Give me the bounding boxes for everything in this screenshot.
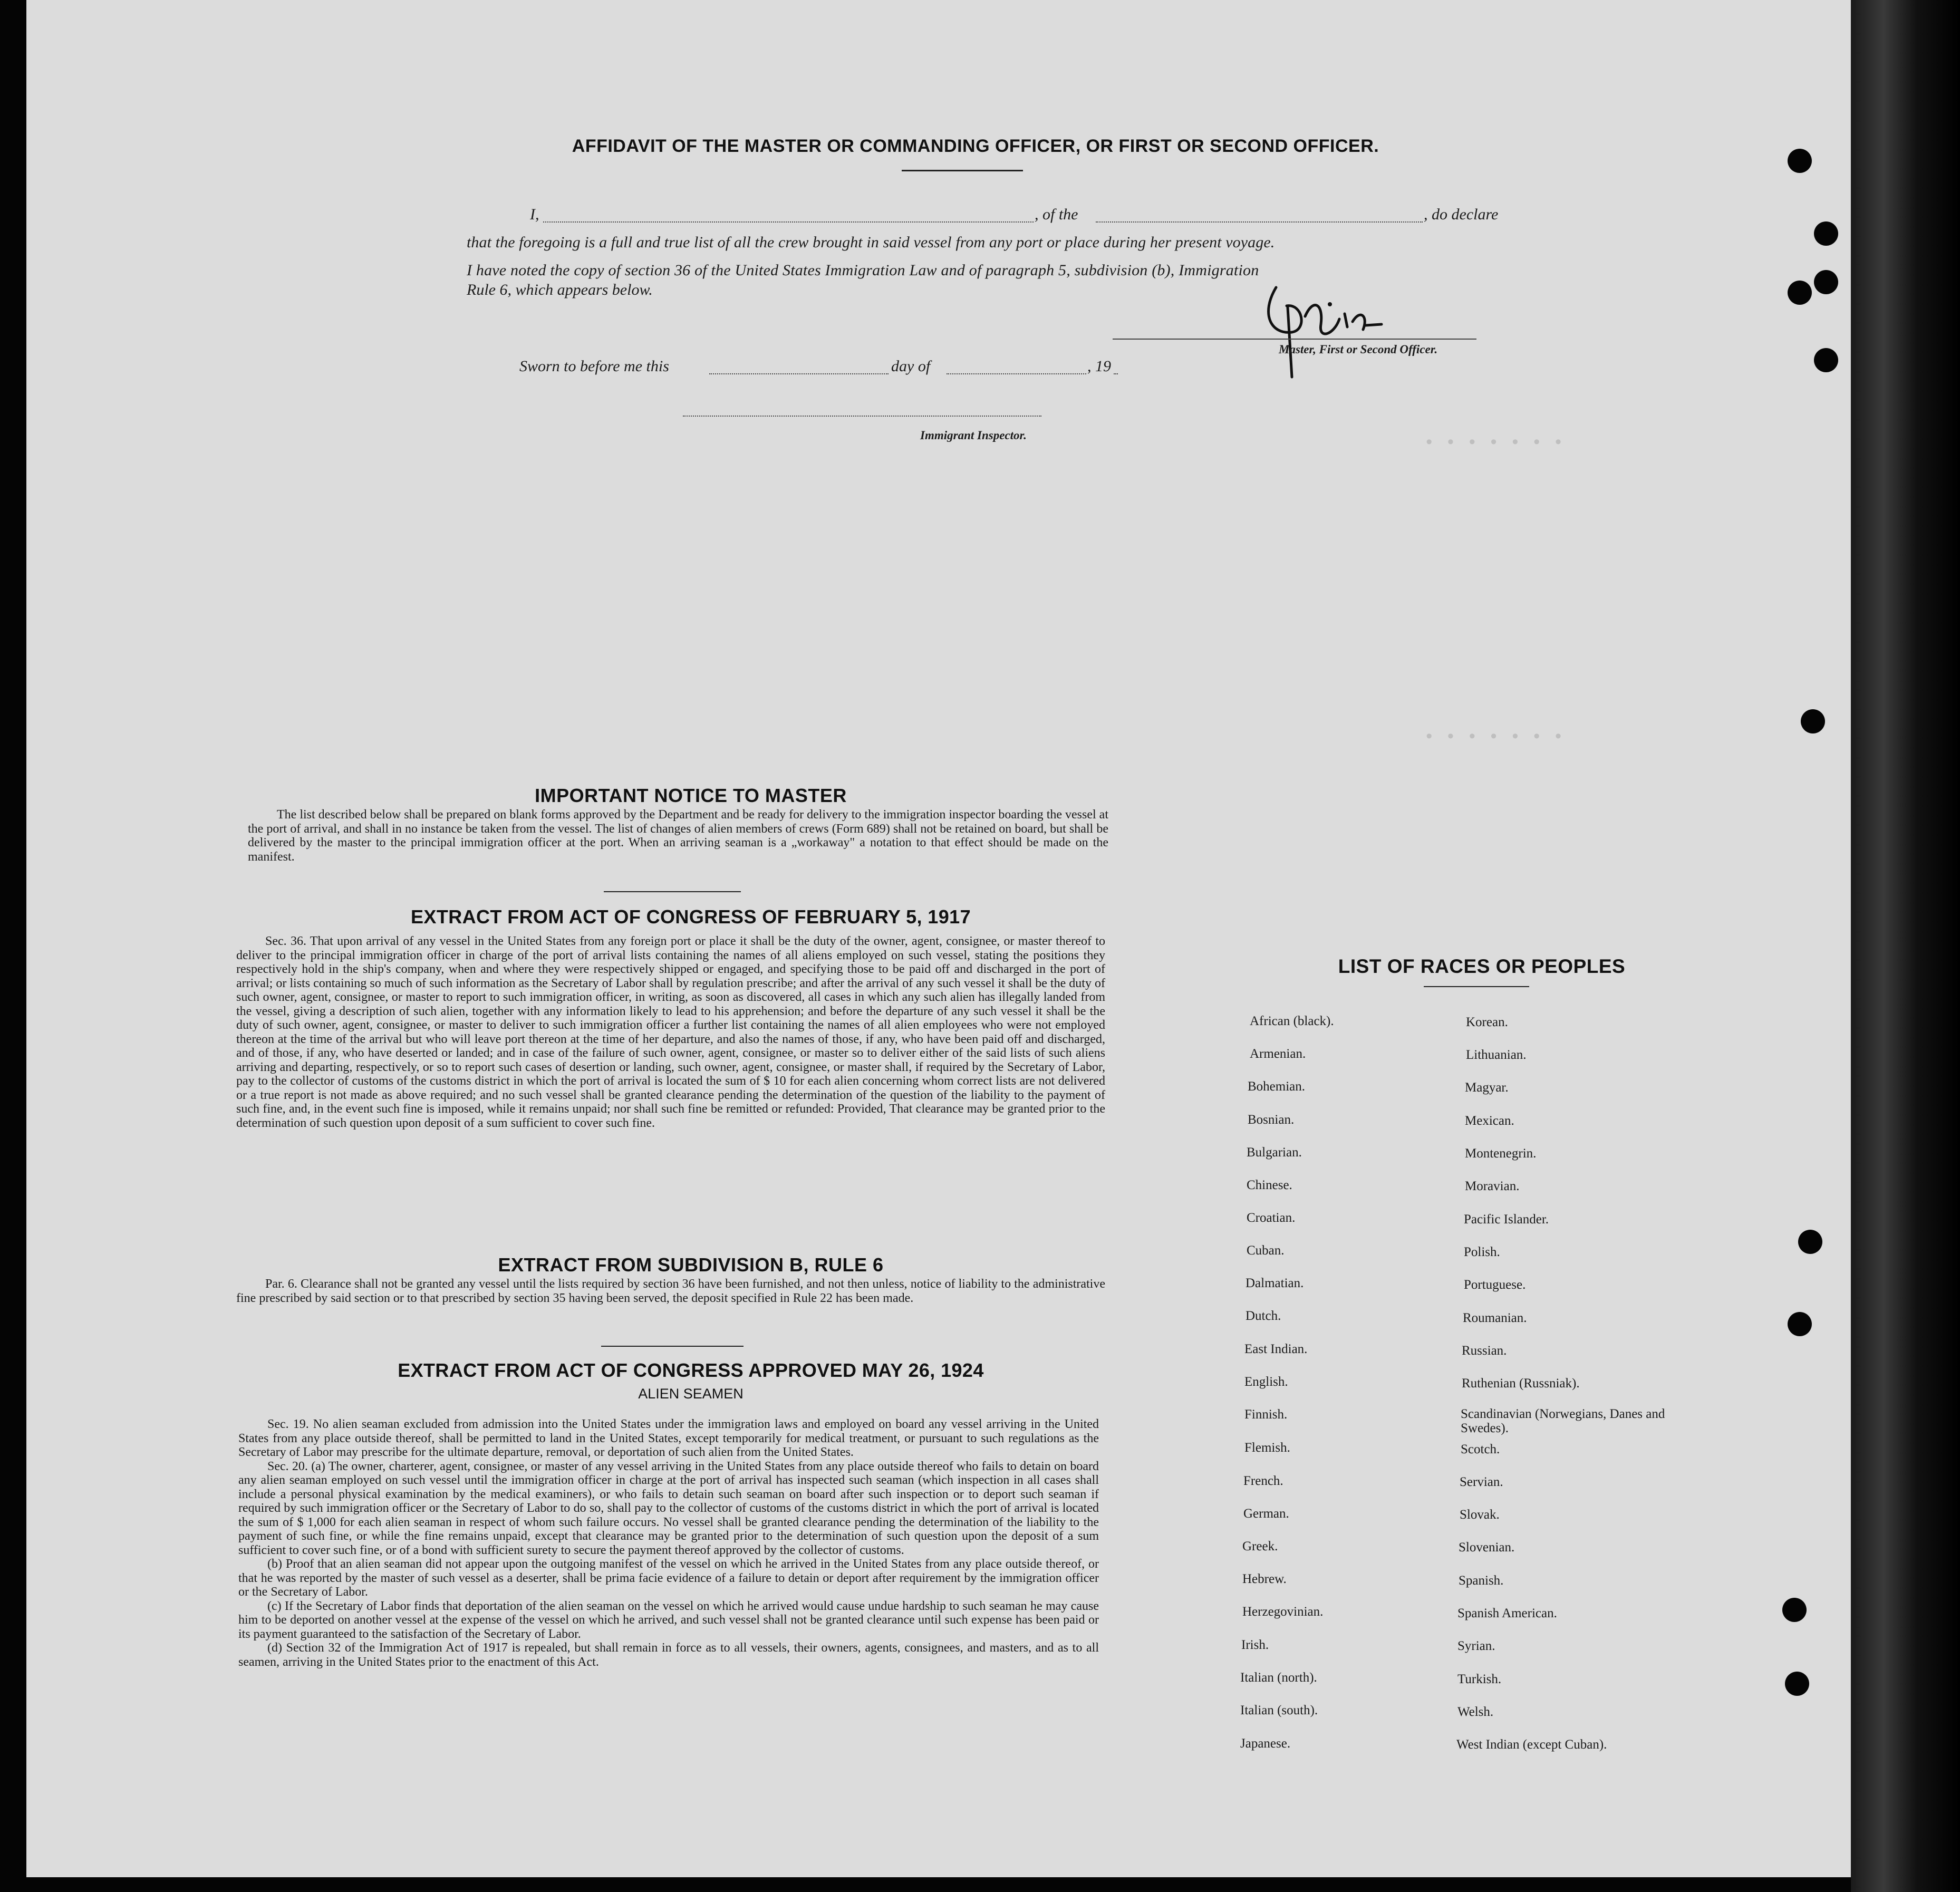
rule6-title: EXTRACT FROM SUBDIVISION B, RULE 6 (498, 1254, 884, 1276)
race-left-item: Greek. (1242, 1539, 1278, 1553)
inspector-signature-line[interactable] (683, 416, 1041, 417)
race-left-item: Chinese. (1247, 1178, 1292, 1192)
affidavit-title: AFFIDAVIT OF THE MASTER OR COMMANDING OFFICER, OR FIRST OR SECOND OFFICER. (572, 136, 1379, 156)
sworn-month-field[interactable] (947, 373, 1086, 374)
race-left-item: Bosnian. (1248, 1113, 1295, 1127)
race-right-item: Scandinavian (Norwegians, Danes and Swedes). (1461, 1407, 1665, 1435)
race-right-item: Spanish American. (1457, 1606, 1557, 1620)
race-right-item: Ruthenian (Russniak). (1462, 1376, 1580, 1391)
race-right-item: Welsh. (1457, 1705, 1494, 1719)
race-left-item: African (black). (1250, 1014, 1334, 1028)
inspector-caption: Immigrant Inspector. (920, 429, 1027, 442)
race-right-item: Roumanian. (1463, 1311, 1527, 1325)
rule6-par6: Par. 6. Clearance shall not be granted any vessel until the lists required by section 36 have been furnished, and not then unless, notice of liability to the administrative fine prescribed by said section or to that prescribed by section 35 having been served, the deposit specified in Rule 22 has been made. (236, 1277, 1105, 1305)
race-left-item: French. (1243, 1474, 1283, 1488)
punch-hole (1788, 1312, 1812, 1336)
punch-hole (1814, 221, 1838, 246)
act1917-sec36: Sec. 36. That upon arrival of any vessel in the United States from any foreign port or place it shall be the duty of the owner, agent, consignee, or master thereof to deliver to the principal immigration officer in charge of the port of arrival lists containing the names of all aliens employed on such vessel, stating the positions they respectively hold in the ship's company, when and where they were respectively shipped or engaged, and specifying those to be paid off and discharged in the port of arrival; or lists containing so much of such information as the Secretary of Labor shall by regulation prescribe; and after the arrival of any such vessel it shall be the duty of such owner, agent, consignee, or master to report to such immigration officer, in writing, as soon as discovered, all cases in which any such alien has illegally landed from the vessel, giving a description of such alien, together with any information likely to lead to his apprehension; and before the departure of any such vessel it shall be the duty of such owner, agent, consignee, or master to deliver to such immigration officer a further list containing the names of all alien employees who were not employed thereon at the time of the arrival but who will leave port thereon at the time of her departure, and also the names of those, if any, who have been paid off and discharged, and of those, if any, who have deserted or landed; and in case of the failure of such owner, agent, consignee, or master so to deliver either of the said lists of such aliens arriving and departing, respectively, or so to report such cases of desertion or landing, such owner, agent, consignee, or master shall, if required by the Secretary of Labor, pay to the collector of customs of the customs district in which the port of arrival is located the sum of $ 10 for each alien concerning whom correct lists are not delivered or a true report is not made as above required; and no such vessel shall be granted clearance pending the determination of the question of the liability to the payment of such fine, and, in the event such fine is imposed, while it remains unpaid; nor shall such fine be remitted or refunded: Provided, That clearance may be granted prior to the determination of such question upon deposit of a sum sufficient to cover such fine. (236, 934, 1105, 1130)
race-right-item: Korean. (1466, 1015, 1508, 1029)
officer-signature (1255, 266, 1392, 393)
act1924-text (238, 1417, 1099, 1669)
race-right-item: Pacific Islander. (1464, 1212, 1549, 1227)
notice-title: IMPORTANT NOTICE TO MASTER (535, 785, 847, 806)
race-right-item: Montenegrin. (1465, 1146, 1537, 1161)
race-left-item: Japanese. (1240, 1736, 1291, 1751)
race-right-item: Slovenian. (1459, 1540, 1515, 1555)
punch-hole (1788, 149, 1812, 173)
affidavit-pronoun: I, (530, 206, 539, 223)
notice-paragraph: The list described below shall be prepared on blank forms approved by the Department and be ready for delivery to the immigration inspector boarding the vessel at the port of arrival, and shall in no instance be taken from the vessel. The list of changes of alien members of crews (Form 689) shall not be retained on board, but shall be delivered by the master to the principal immigration officer at the port. When an arriving seaman is a „workaway" a notation to that effect should be made on the manifest. (248, 808, 1108, 864)
day-of-text: day of (891, 358, 931, 375)
scan-edge (1851, 0, 1960, 1892)
act1917-text (236, 934, 1105, 1130)
section-rule (601, 1346, 744, 1347)
sworn-year-field[interactable] (1114, 373, 1118, 374)
section-rule (604, 891, 741, 892)
act1917-title: EXTRACT FROM ACT OF CONGRESS OF FEBRUARY 5, 1917 (411, 906, 971, 928)
race-left-item: East Indian. (1244, 1342, 1308, 1356)
race-right-item: Syrian. (1457, 1639, 1495, 1653)
race-right-item: Polish. (1464, 1245, 1500, 1259)
race-right-item: Slovak. (1460, 1508, 1500, 1522)
rule6-text (236, 1277, 1105, 1305)
race-right-item: Magyar. (1465, 1080, 1509, 1095)
punch-hole (1798, 1230, 1822, 1254)
title-rule (902, 170, 1023, 171)
affidavit-of-the: , of the (1035, 206, 1078, 223)
race-right-item: Turkish. (1457, 1672, 1502, 1686)
race-left-item: Armenian. (1250, 1047, 1306, 1061)
race-left-item: Hebrew. (1242, 1572, 1287, 1586)
name-field[interactable] (543, 221, 1034, 223)
punch-hole (1814, 270, 1838, 294)
act1924-sec19: Sec. 19. No alien seaman excluded from admission into the United States under the immigration laws and employed on board any vessel arriving in the United States from any place outside thereof, shall be permitted to land in the United States, except temporarily for medical treatment, or pursuant to such regulations as the Secretary of Labor may prescribe for the ultimate departure, removal, or deportation of such alien from the United States. (238, 1417, 1099, 1459)
race-left-item: Flemish. (1244, 1441, 1290, 1455)
punch-hole (1801, 709, 1825, 733)
sworn-day-field[interactable] (709, 373, 889, 374)
race-left-item: Italian (north). (1240, 1671, 1317, 1685)
act1924-sec20d: (d) Section 32 of the Immigration Act of 1917 is repealed, but shall remain in force as to all vessels, their owners, agents, consignees, and masters, and as to all seamen, arriving in the United States prior to the enactment of this Act. (238, 1641, 1099, 1669)
officer-signature-line[interactable] (1113, 339, 1476, 340)
act1924-sec20a: Sec. 20. (a) The owner, charterer, agent, consignee, or master of any vessel arriving in the United States from any place outside thereof who fails to detain on board any alien seaman employed on such vessel until the immigration officer in charge at the port of arrival has inspected such seaman (which inspection in all cases shall include a personal physical examination by the medical examiners), or who fails to detain such seaman on board after such inspection or to deport such seaman if required by such immigration officer or the Secretary of Labor to do so, shall pay to the collector of customs of the customs district in which the port of arrival is located the sum of $ 1,000 for each alien seaman in respect of whom such failure occurs. No vessel shall be granted clearance pending the determination of the liability to the payment of such fine, or while the fine remains unpaid, except that clearance may be granted prior to the determination of such question upon the deposit of a sum sufficient to cover such fine, or of a bond with sufficient surety to secure the payment thereof approved by the collector of customs. (238, 1459, 1099, 1557)
race-left-item: Finnish. (1244, 1407, 1288, 1422)
punch-hole (1785, 1672, 1809, 1696)
notice-text (248, 808, 1108, 864)
affidavit-declaration-2: I have noted the copy of section 36 of the United States Immigration Law and of paragraph 5, subdivision (b), Immigration (467, 262, 1259, 279)
act1924-subtitle: ALIEN SEAMEN (638, 1386, 744, 1402)
affidavit-declaration-3: Rule 6, which appears below. (467, 281, 653, 298)
affidavit-declaration-1: that the foregoing is a full and true list of all the crew brought in said vessel from any port or place during her present voyage. (467, 234, 1275, 251)
race-left-item: Herzegovinian. (1242, 1605, 1324, 1619)
race-right-item: Servian. (1460, 1475, 1503, 1489)
race-left-item: Cuban. (1247, 1243, 1285, 1258)
race-right-item: Spanish. (1459, 1574, 1504, 1588)
act1924-sec20b: (b) Proof that an alien seaman did not appear upon the outgoing manifest of the vessel on which he arrived in the United States from any place outside thereof, or that he was reported by the master of such vessel as a deserter, shall be prima facie evidence of a failure to detain or deport after requirement by the immigration officer or the Secretary of Labor. (238, 1557, 1099, 1599)
race-left-item: Dalmatian. (1245, 1276, 1304, 1290)
race-right-item: Scotch. (1461, 1442, 1500, 1456)
year-text: , 19 (1087, 358, 1111, 375)
race-left-item: Dutch. (1245, 1309, 1281, 1323)
race-right-item: Russian. (1462, 1344, 1507, 1358)
race-left-item: Croatian. (1247, 1211, 1296, 1225)
race-right-item: Portuguese. (1464, 1278, 1526, 1292)
act1924-sec20c: (c) If the Secretary of Labor finds that deportation of the alien seaman on the vessel on which he arrived would cause undue hardship to such seaman he may cause him to be deported on another vessel at the expense of the vessel on which he arrived, and such vessel shall not be granted clearance until such expense has been paid or its payment guaranteed to the satisfaction of the Secretary of Labor. (238, 1599, 1099, 1641)
officer-caption: Master, First or Second Officer. (1279, 343, 1438, 356)
race-left-item: English. (1244, 1375, 1288, 1389)
race-left-item: Irish. (1241, 1638, 1269, 1652)
punch-hole (1814, 348, 1838, 372)
race-right-item: Moravian. (1465, 1179, 1520, 1193)
bleed-through: • • • • • • • (1424, 433, 1564, 453)
race-right-item: Mexican. (1465, 1114, 1514, 1128)
race-left-item: Bohemian. (1248, 1079, 1306, 1094)
punch-hole (1788, 281, 1812, 305)
race-left-item: Italian (south). (1240, 1703, 1318, 1717)
vessel-field[interactable] (1096, 221, 1423, 223)
races-rule (1424, 986, 1529, 987)
race-left-item: German. (1243, 1507, 1289, 1521)
affidavit-do-declare: , do declare (1424, 206, 1499, 223)
sworn-text: Sworn to before me this (519, 358, 669, 375)
bleed-through: • • • • • • • (1424, 728, 1564, 748)
punch-hole (1782, 1598, 1807, 1622)
races-title: LIST OF RACES OR PEOPLES (1338, 955, 1626, 977)
race-right-item: West Indian (except Cuban). (1456, 1737, 1607, 1752)
race-right-item: Lithuanian. (1466, 1048, 1527, 1062)
race-left-item: Bulgarian. (1247, 1145, 1302, 1160)
act1924-title: EXTRACT FROM ACT OF CONGRESS APPROVED MAY 26, 1924 (398, 1359, 984, 1381)
